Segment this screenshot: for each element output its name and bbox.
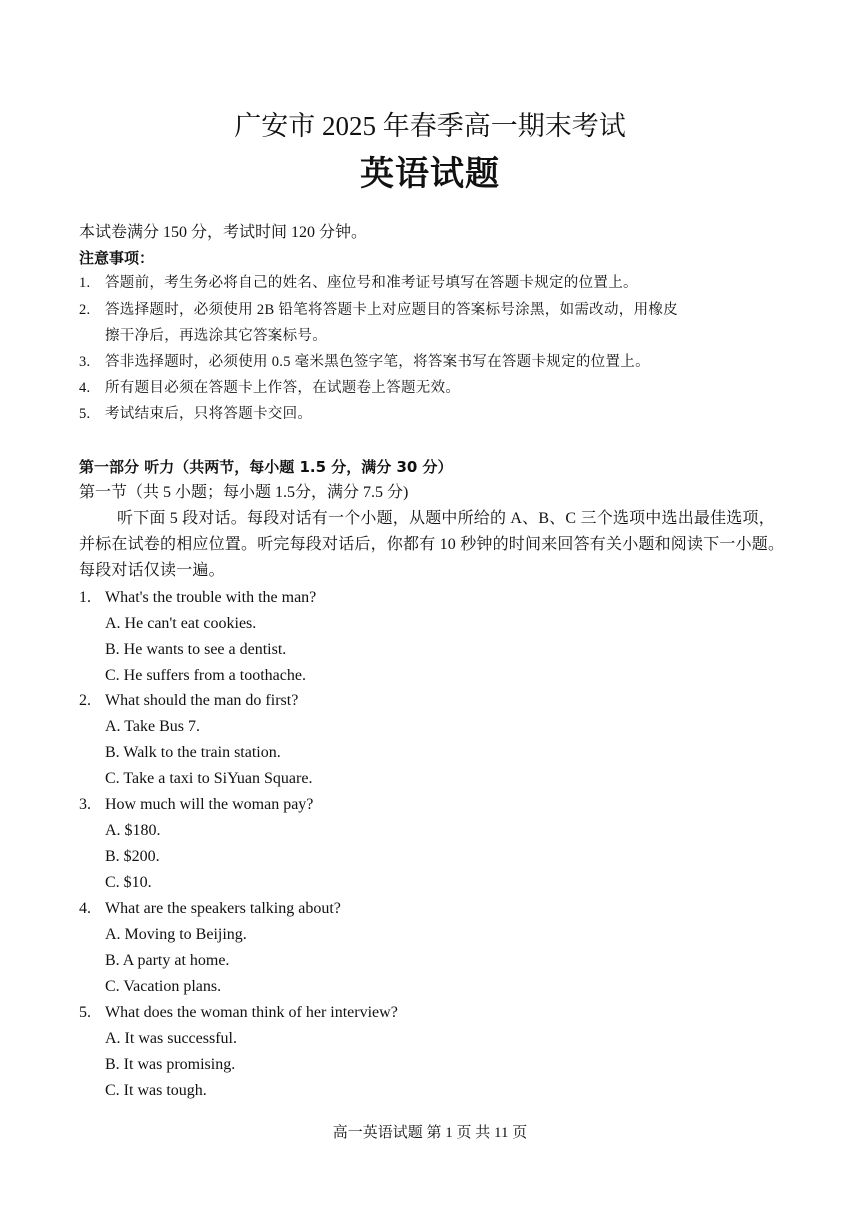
answer-option: A. $180.	[105, 822, 161, 839]
question-stem	[79, 690, 298, 712]
notice-item-number: 2.	[79, 302, 91, 318]
question-text: How much will the woman pay?	[105, 796, 314, 813]
question-number: 5.	[79, 1004, 91, 1021]
notice-item-text: 所有题目必须在答题卡上作答，在试题卷上答题无效。	[105, 380, 461, 396]
exam-intro: 本试卷满分 150 分，考试时间 120 分钟。	[79, 224, 368, 241]
answer-option: C. Take a taxi to SiYuan Square.	[105, 770, 313, 787]
answer-option: B. It was promising.	[105, 1056, 236, 1073]
answer-option: A. Moving to Beijing.	[105, 926, 247, 943]
answer-option: B. Walk to the train station.	[105, 744, 281, 761]
answer-option: A. He can't eat cookies.	[105, 615, 257, 632]
answer-option: C. $10.	[105, 874, 152, 891]
notice-item-text: 答题前，考生务必将自己的姓名、座位号和准考证号填写在答题卡规定的位置上。	[105, 275, 638, 291]
question-stem	[79, 587, 316, 609]
notice-item-text: 答选择题时，必须使用 2B 铅笔将答题卡上对应题目的答案标号涂黑，如需改动，用橡皮	[105, 302, 678, 318]
notice-item-number: 1.	[79, 275, 91, 291]
answer-option: C. He suffers from a toothache.	[105, 667, 306, 684]
page-footer: 高一英语试题 第 1 页 共 11 页	[332, 1125, 528, 1141]
answer-option: C. Vacation plans.	[105, 978, 222, 995]
question-text: What's the trouble with the man?	[105, 589, 317, 606]
notice-item-text: 考试结束后，只将答题卡交回。	[105, 406, 313, 422]
question-stem	[79, 898, 341, 920]
answer-option: B. A party at home.	[105, 952, 230, 969]
notice-heading: 注意事项：	[79, 249, 155, 267]
notice-item-continuation: 擦干净后，再选涂其它答案标号。	[105, 328, 327, 344]
question-number: 4.	[79, 900, 91, 917]
notice-item	[79, 377, 460, 399]
question-stem	[79, 794, 313, 816]
part-heading: 第一部分 听力（共两节，每小题 1.5 分，满分 30 分）	[79, 458, 453, 476]
question-text: What are the speakers talking about?	[105, 900, 341, 917]
question-text: What does the woman think of her interview?	[105, 1004, 398, 1021]
notice-item	[79, 403, 312, 425]
exam-subject-title: 英语试题	[360, 154, 500, 194]
notice-item-number: 3.	[79, 354, 91, 370]
exam-title: 广安市 2025 年春季高一期末考试	[234, 111, 626, 141]
answer-option: B. $200.	[105, 848, 160, 865]
answer-option: B. He wants to see a dentist.	[105, 641, 287, 658]
question-text: What should the man do first?	[105, 692, 299, 709]
answer-option: A. Take Bus 7.	[105, 718, 201, 735]
question-number: 2.	[79, 692, 91, 709]
section-heading: 第一节（共 5 小题；每小题 1.5分，满分 7.5 分)	[79, 484, 409, 501]
listening-directions: 听下面 5 段对话。每段对话有一个小题，从题中所给的 A、B、C 三个选项中选出最佳选项，并标在试卷的相应位置。听完每段对话后，你都有 10 秒钟的时间来回答有关小题和阅读下一小题。每段对话仅读一遍。	[79, 510, 785, 579]
answer-option: C. It was tough.	[105, 1082, 207, 1099]
question-number: 3.	[79, 796, 91, 813]
notice-item-text: 答非选择题时，必须使用 0.5 毫米黑色签字笔，将答案书写在答题卡规定的位置上。	[105, 354, 650, 370]
answer-option: A. It was successful.	[105, 1030, 237, 1047]
question-stem	[79, 1002, 398, 1024]
notice-item-number: 4.	[79, 380, 91, 396]
notice-item	[79, 272, 638, 294]
notice-item	[79, 351, 650, 373]
notice-item-number: 5.	[79, 406, 91, 422]
question-number: 1.	[79, 589, 91, 606]
notice-item	[79, 299, 678, 321]
